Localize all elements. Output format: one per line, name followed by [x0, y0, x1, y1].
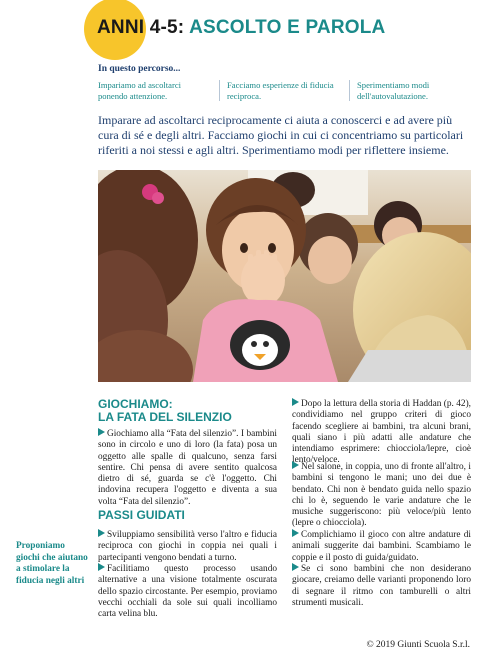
- bullet-triangle-icon: [292, 529, 299, 537]
- section1-text: Giochiamo alla “Fata del silenzio”. I bambini sono in circolo e uno di loro (la fata) posa un oggetto alle spalle di qualcuno, senza farsi sentire. Chi pensa di avere sentito qualcosa dietro di sé, guarda se c'è l'oggetto. Chi indovina recupera l'oggetto e diventa a sua volta “Fata del silenzio”.: [98, 429, 277, 507]
- bullet-triangle-icon: [292, 461, 299, 469]
- right-text-4: Se ci sono bambini che non desiderano giocare, creiamo delle varianti proponendo loro di segnare il ritmo con tamburelli o altri strumenti musicali.: [292, 564, 471, 608]
- bullet-triangle-icon: [98, 428, 105, 436]
- lead-paragraph: Imparare ad ascoltarci reciprocamente ci aiuta a conoscerci e ad avere più cura di sé e degli altri. Facciamo giochi in cui ci concentriamo su particolari riferiti a noi stessi e agli altri. Sperimentiamo modi per riflettere insieme.: [98, 113, 464, 158]
- bullet-triangle-icon: [98, 529, 105, 537]
- intro-objectives: [98, 80, 470, 104]
- title-topic: ASCOLTO E PAROLA: [189, 17, 386, 38]
- side-note: Proponiamo giochi che aiutano a stimolare la fiducia negli altri: [16, 541, 88, 586]
- right-paragraph-1: [292, 398, 471, 467]
- section1-heading: [98, 398, 232, 424]
- bullet-triangle-icon: [98, 563, 105, 571]
- section1-heading-line2: LA FATA DEL SILENZIO: [98, 410, 232, 424]
- section2-paragraph-1: [98, 529, 277, 564]
- right-paragraph-4: [292, 563, 471, 609]
- section1-paragraph: [98, 428, 277, 508]
- intro-objective-2: Facciamo esperienze di fiducia reciproca.: [219, 80, 339, 101]
- right-text-1: Dopo la lettura della storia di Haddan (p. 42), condividiamo nel gruppo criteri di gioco facendo scegliere ai bambini, tra alcuni brani, quali siano i più adatti alle andature che intendiamo esprimere: chiocciola/lepre, cioè lento/veloce.: [292, 399, 471, 466]
- right-text-2: Nel salone, in coppia, uno di fronte all'altro, i bambini si tengono le mani; uno dei due è bendato. Chi non è bendato guida nello spazio chi lo è, seguendo le varie andature che le musiche suggeriscono: più veloce/più lento (lepre o chiocciola).: [292, 462, 471, 529]
- right-paragraph-2: [292, 461, 471, 530]
- title-age-range: ANNI 4-5:: [97, 17, 185, 38]
- children-photo: [98, 170, 471, 382]
- bullet-triangle-icon: [292, 563, 299, 571]
- intro-objective-1: Impariamo ad ascoltarci ponendo attenzione.: [98, 80, 182, 101]
- section1-heading-line1: GIOCHIAMO:: [98, 397, 173, 411]
- right-paragraph-3: [292, 529, 471, 564]
- section2-paragraph-2: [98, 563, 277, 620]
- section2-text-2: Facilitiamo questo processo usando alternative a una visione totalmente oscurata dello spazio circostante. Per esempio, proviamo vecchi occhiali da sole sui quali incolliamo carta velina blu.: [98, 564, 277, 620]
- intro-objective-3: Sperimentiamo modi dell'autovalutazione.: [349, 80, 469, 101]
- section2-heading: PASSI GUIDATI: [98, 508, 185, 522]
- section2-text-1: Sviluppiamo sensibilità verso l'altro e fiducia reciproca con giochi in coppia nei quali i partecipanti vengono bendati a turno.: [98, 530, 277, 563]
- bullet-triangle-icon: [292, 398, 299, 406]
- right-text-3: Complichiamo il gioco con altre andature di animali suggerite dai bambini. Scambiamo le coppie e il posto di guida/guidato.: [292, 530, 471, 563]
- copyright-footer: © 2019 Giunti Scuola S.r.l.: [366, 640, 470, 650]
- page-title: [97, 17, 385, 39]
- intro-heading: In questo percorso...: [98, 64, 181, 74]
